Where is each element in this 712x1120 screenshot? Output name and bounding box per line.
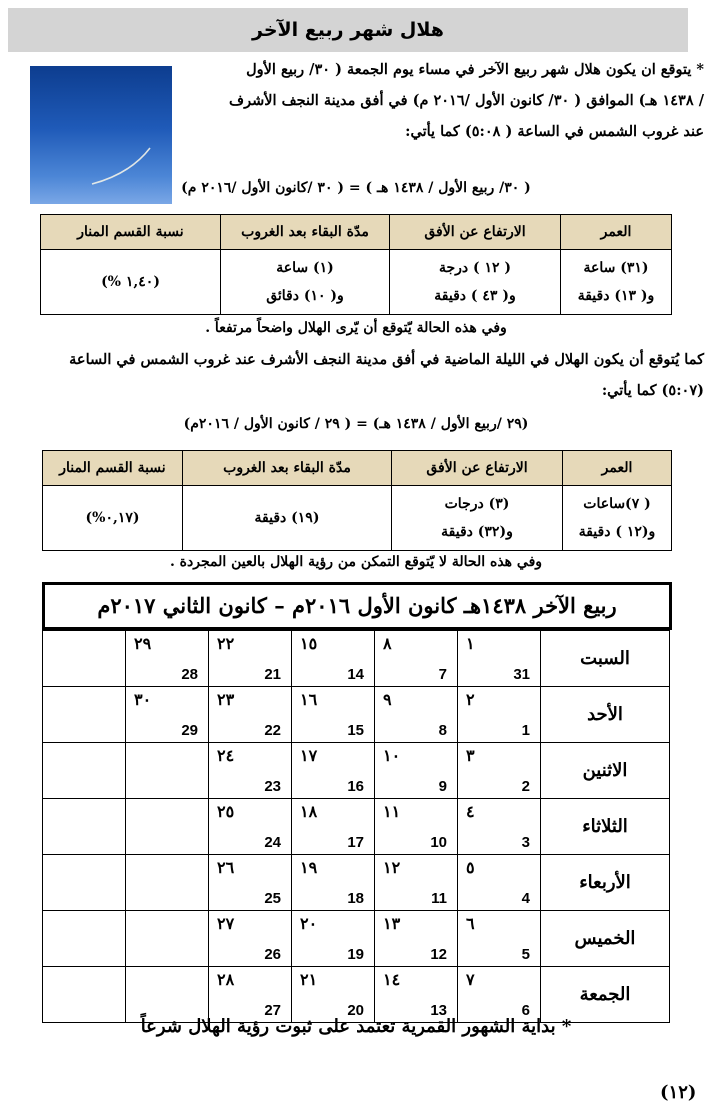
hijri-day: ٢٨ <box>217 970 235 989</box>
gregorian-day: 18 <box>347 890 364 907</box>
gregorian-day: 13 <box>430 1002 447 1019</box>
calendar-cell <box>126 855 209 911</box>
gregorian-day: 14 <box>347 666 364 683</box>
calendar-cell <box>209 799 292 855</box>
table-row <box>41 250 672 315</box>
gregorian-day: 2 <box>521 778 530 795</box>
calendar-cell <box>209 743 292 799</box>
hijri-day: ٥ <box>466 858 475 877</box>
second-line-1: كما يُتوقع أن يكون الهلال في الليلة الماضية في أفق مدينة النجف الأشرف عند غروب الشمس في الساعة <box>69 351 704 368</box>
calendar-table <box>42 630 670 1023</box>
cell-illumination: (٠,١٧%) <box>43 486 183 551</box>
weekday-label: الاثنين <box>541 743 670 799</box>
hijri-day: ٢٣ <box>217 690 235 709</box>
calendar-cell <box>43 967 126 1023</box>
cell-line: (٣) درجات <box>444 496 510 512</box>
hijri-day: ١٤ <box>383 970 401 989</box>
gregorian-day: 6 <box>521 1002 530 1019</box>
calendar-cell <box>458 911 541 967</box>
header-duration: مدّة البقاء بعد الغروب <box>183 451 392 486</box>
date-equivalence-2: (٢٩ /ربيع الأول / ١٤٣٨ هـ) = ( ٢٩ / كانون الأول / ٢٠١٦م) <box>183 416 529 432</box>
calendar-cell <box>292 799 375 855</box>
calendar-cell <box>292 687 375 743</box>
calendar-cell <box>209 911 292 967</box>
calendar-cell <box>292 855 375 911</box>
gregorian-day: 12 <box>430 946 447 963</box>
calendar-cell <box>375 855 458 911</box>
calendar-cell <box>458 631 541 687</box>
hijri-day: ٢٩ <box>134 634 152 653</box>
calendar-row <box>43 799 670 855</box>
calendar-cell <box>43 631 126 687</box>
cell-line: (٣١) ساعة <box>583 260 649 276</box>
gregorian-day: 26 <box>264 946 281 963</box>
gregorian-day: 29 <box>181 722 198 739</box>
weekday-label: السبت <box>541 631 670 687</box>
hijri-day: ٩ <box>383 690 392 709</box>
gregorian-day: 15 <box>347 722 364 739</box>
gregorian-day: 24 <box>264 834 281 851</box>
calendar-cell <box>43 687 126 743</box>
cell-line: و( ١٠) دقائق <box>266 288 344 304</box>
header-duration: مدّة البقاء بعد الغروب <box>221 215 390 250</box>
calendar-row <box>43 911 670 967</box>
table-row <box>43 486 672 551</box>
gregorian-day: 22 <box>264 722 281 739</box>
calendar-cell <box>126 631 209 687</box>
table-header-row <box>43 451 672 486</box>
calendar-cell <box>375 687 458 743</box>
hijri-day: ٧ <box>466 970 475 989</box>
calendar-row <box>43 743 670 799</box>
calendar-cell <box>43 743 126 799</box>
cell-age <box>561 250 672 315</box>
hijri-day: ٢٧ <box>217 914 235 933</box>
calendar-cell <box>126 799 209 855</box>
header-age: العمر <box>563 451 672 486</box>
gregorian-day: 9 <box>438 778 447 795</box>
calendar-title: ربيع الآخر ١٤٣٨هـ كانون الأول ٢٠١٦م – كانون الثاني ٢٠١٧م <box>42 582 672 630</box>
hijri-day: ٢٢ <box>217 634 235 653</box>
header-age: العمر <box>561 215 672 250</box>
calendar-cell <box>375 631 458 687</box>
moon-data-table-2 <box>42 450 672 551</box>
calendar-cell <box>209 967 292 1023</box>
hijri-day: ٦ <box>466 914 475 933</box>
cell-duration <box>221 250 390 315</box>
gregorian-day: 1 <box>521 722 530 739</box>
calendar-cell <box>458 855 541 911</box>
weekday-label: الأربعاء <box>541 855 670 911</box>
calendar-cell <box>292 743 375 799</box>
gregorian-day: 8 <box>438 722 447 739</box>
hijri-day: ١٦ <box>300 690 318 709</box>
date-equivalence-1: ( ٣٠/ ربيع الأول / ١٤٣٨ هـ ) = ( ٣٠ /كانون الأول /٢٠١٦ م) <box>181 180 531 196</box>
weekday-label: الأحد <box>541 687 670 743</box>
hijri-day: ١ <box>466 634 475 653</box>
calendar-cell <box>458 799 541 855</box>
calendar-cell <box>43 855 126 911</box>
hijri-day: ٣٠ <box>134 690 152 709</box>
cell-duration: (١٩) دقيقة <box>183 486 392 551</box>
calendar-cell <box>375 743 458 799</box>
table-header-row <box>41 215 672 250</box>
hijri-day: ٢٦ <box>217 858 235 877</box>
intro-line-1: * يتوقع ان يكون هلال شهر ربيع الآخر في مساء يوم الجمعة ( ٣٠/ ربيع الأول <box>246 61 704 78</box>
cell-line: و( ٤٣ ) دقيقة <box>434 288 516 304</box>
intro-line-3: عند غروب الشمس في الساعة ( ٥:٠٨) كما يأتي: <box>405 123 704 140</box>
header-altitude: الارتفاع عن الأفق <box>390 215 561 250</box>
calendar-cell <box>292 631 375 687</box>
cell-altitude <box>390 250 561 315</box>
calendar-cell <box>209 687 292 743</box>
weekday-label: الثلاثاء <box>541 799 670 855</box>
gregorian-day: 10 <box>430 834 447 851</box>
weekday-label: الخميس <box>541 911 670 967</box>
calendar-cell <box>43 799 126 855</box>
second-paragraph <box>6 344 704 406</box>
calendar-row <box>43 967 670 1023</box>
calendar-cell <box>458 967 541 1023</box>
hijri-day: ٢ <box>466 690 475 709</box>
hijri-day: ١٣ <box>383 914 401 933</box>
gregorian-day: 20 <box>347 1002 364 1019</box>
gregorian-day: 31 <box>513 666 530 683</box>
cell-line: ( ٧)ساعات <box>583 496 651 512</box>
calendar-cell <box>458 743 541 799</box>
calendar-cell <box>458 687 541 743</box>
cell-line: (١) ساعة <box>276 260 334 276</box>
hijri-day: ١٥ <box>300 634 318 653</box>
gregorian-day: 19 <box>347 946 364 963</box>
cell-line: و(١٢ ) دقيقة <box>578 524 656 540</box>
moon-data-table-1 <box>40 214 672 315</box>
gregorian-day: 27 <box>264 1002 281 1019</box>
header-altitude: الارتفاع عن الأفق <box>392 451 563 486</box>
hijri-day: ٢١ <box>300 970 318 989</box>
hijri-day: ٤ <box>466 802 475 821</box>
intro-line-2: / ١٤٣٨ هـ) الموافق ( ٣٠/ كانون الأول /٢٠١٦ م) في أفق مدينة النجف الأشرف <box>229 92 704 109</box>
gregorian-day: 4 <box>521 890 530 907</box>
header-illumination: نسبة القسم المنار <box>43 451 183 486</box>
note-2: وفي هذه الحالة لا يّتوقع التمكن من رؤية الهلال بالعين المجردة . <box>169 554 543 570</box>
calendar-row <box>43 855 670 911</box>
second-line-2: (٥:٠٧) كما يأتي: <box>601 382 704 399</box>
calendar-row <box>43 687 670 743</box>
header-illumination: نسبة القسم المنار <box>41 215 221 250</box>
calendar-cell <box>126 687 209 743</box>
calendar-cell <box>126 967 209 1023</box>
intro-paragraph <box>182 54 704 147</box>
hijri-day: ١٩ <box>300 858 318 877</box>
gregorian-day: 21 <box>264 666 281 683</box>
calendar-cell <box>375 911 458 967</box>
weekday-label: الجمعة <box>541 967 670 1023</box>
calendar-cell <box>126 911 209 967</box>
hijri-day: ٨ <box>383 634 392 653</box>
cell-age <box>563 486 672 551</box>
gregorian-day: 11 <box>431 890 447 907</box>
cell-line: ( ١٢ ) درجة <box>438 260 512 276</box>
gregorian-day: 25 <box>264 890 281 907</box>
hijri-day: ١٠ <box>383 746 401 765</box>
hijri-day: ١١ <box>383 802 401 821</box>
hijri-day: ١٢ <box>383 858 401 877</box>
gregorian-day: 7 <box>438 666 447 683</box>
cell-altitude <box>392 486 563 551</box>
hijri-day: ٢٥ <box>217 802 235 821</box>
hijri-day: ٢٤ <box>217 746 235 765</box>
calendar-cell <box>292 911 375 967</box>
calendar-cell <box>209 631 292 687</box>
footnote: * بداية الشهور القمرية تعتمد على ثبوت رؤية الهلال شرعاً <box>140 1016 572 1037</box>
calendar-cell <box>126 743 209 799</box>
hijri-day: ١٧ <box>300 746 318 765</box>
page-number: (١٢) <box>660 1082 697 1103</box>
calendar-cell <box>43 911 126 967</box>
calendar-cell <box>209 855 292 911</box>
hijri-day: ٢٠ <box>300 914 318 933</box>
calendar-cell <box>375 799 458 855</box>
gregorian-day: 3 <box>521 834 530 851</box>
cell-illumination: (١,٤٠ %) <box>41 250 221 315</box>
calendar-cell <box>375 967 458 1023</box>
hijri-day: ٣ <box>466 746 475 765</box>
calendar-cell <box>292 967 375 1023</box>
cell-line: و(٣٢) دقيقة <box>441 524 513 540</box>
gregorian-day: 16 <box>347 778 364 795</box>
note-1: وفي هذه الحالة يّتوقع أن يّرى الهلال واضحاً مرتفعاً . <box>205 320 507 336</box>
gregorian-day: 17 <box>347 834 364 851</box>
cell-line: و( ١٣) دقيقة <box>577 288 655 304</box>
calendar-row <box>43 631 670 687</box>
gregorian-day: 28 <box>181 666 198 683</box>
gregorian-day: 5 <box>521 946 530 963</box>
hijri-day: ١٨ <box>300 802 318 821</box>
gregorian-day: 23 <box>264 778 281 795</box>
page-title: هلال شهر ربيع الآخر <box>8 8 688 52</box>
